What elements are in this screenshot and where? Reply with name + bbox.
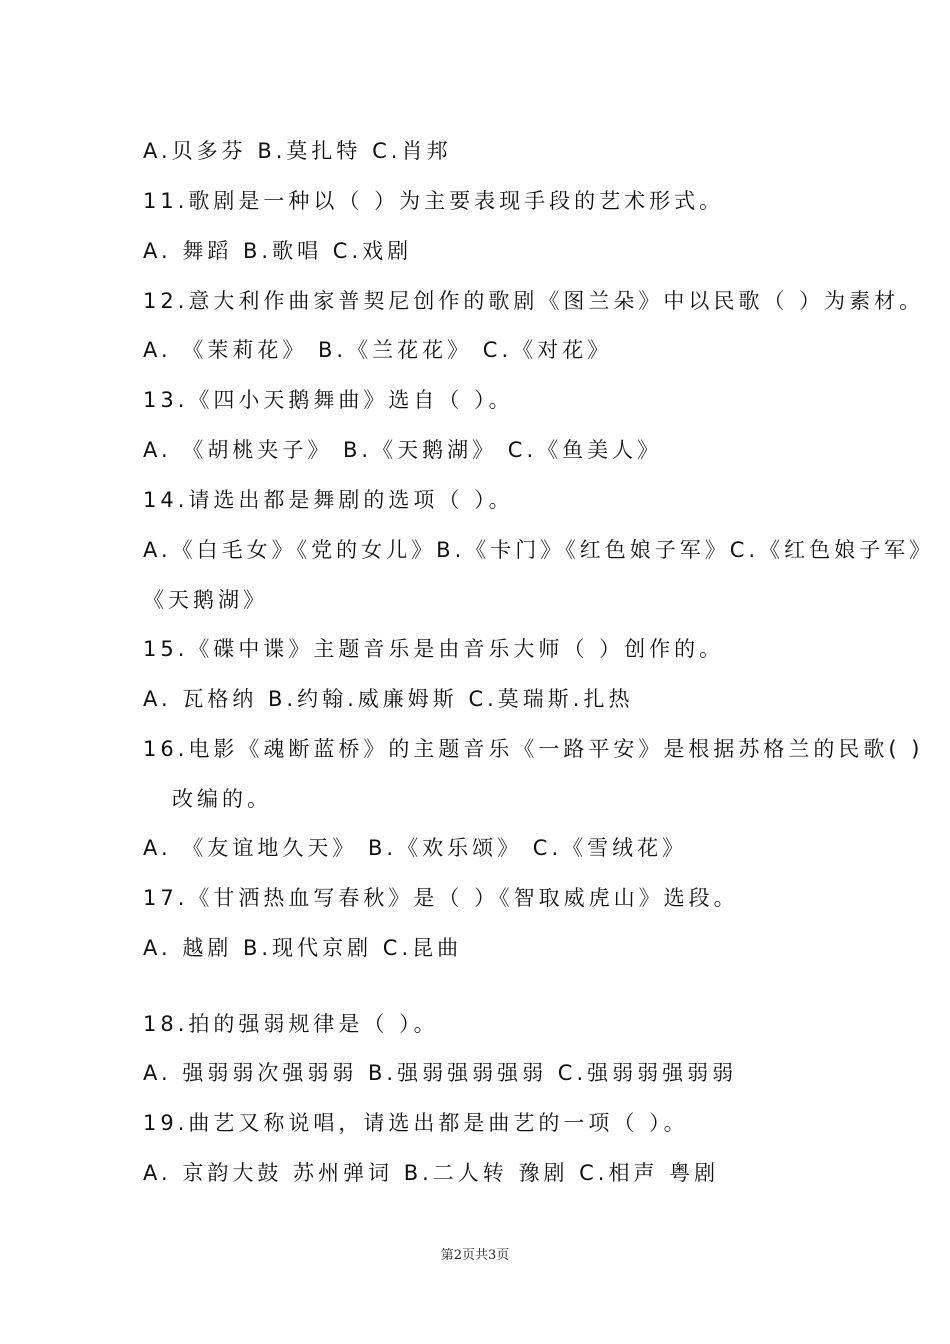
q12-options: A. 《茉莉花》 B.《兰花花》 C.《对花》 [143,338,613,362]
q10-options: A.贝多芬 B.莫扎特 C.肖邦 [143,139,452,163]
q16-options: A. 《友谊地久天》 B.《欢乐颂》 C.《雪绒花》 [143,836,688,860]
q16-text-continued: 改编的。 [172,787,272,811]
q17-text: 17.《甘洒热血写春秋》是（ ）《智取威虎山》选段。 [143,886,739,910]
q16-text: 16.电影《魂断蓝桥》的主题音乐《一路平安》是根据苏格兰的民歌( ) [143,737,924,761]
q13-text: 13.《四小天鹅舞曲》选自（ ）。 [143,388,514,412]
q18-text: 18.拍的强弱规律是（ ）。 [143,1012,439,1036]
page-number-footer: 第2页共3页 [440,1248,510,1263]
q14-options-continued: 《天鹅湖》 [143,588,268,612]
q15-text: 15.《碟中谍》主题音乐是由音乐大师（ ）创作的。 [143,637,725,661]
q19-text: 19.曲艺又称说唱，请选出都是曲艺的一项（ ）。 [143,1111,689,1135]
q13-options: A. 《胡桃夹子》 B.《天鹅湖》 C.《鱼美人》 [143,438,663,462]
q11-options: A. 舞蹈 B.歌唱 C.戏剧 [143,239,413,263]
q18-options: A. 强弱弱次强弱弱 B.强弱强弱强弱 C.强弱弱强弱弱 [143,1061,738,1085]
q14-text: 14.请选出都是舞剧的选项（ ）。 [143,488,514,512]
q19-options: A. 京韵大鼓 苏州弹词 B.二人转 豫剧 C.相声 粤剧 [143,1161,720,1185]
q12-text: 12.意大利作曲家普契尼创作的歌剧《图兰朵》中以民歌（ ）为素材。 [143,289,925,313]
q17-options: A. 越剧 B.现代京剧 C.昆曲 [143,936,463,960]
q11-text: 11.歌剧是一种以（ ）为主要表现手段的艺术形式。 [143,189,725,213]
q15-options: A. 瓦格纳 B.约翰.威廉姆斯 C.莫瑞斯.扎热 [143,687,634,711]
q14-options: A.《白毛女》《党的女儿》B.《卡门》《红色娘子军》C.《红色娘子军》 [143,538,935,562]
